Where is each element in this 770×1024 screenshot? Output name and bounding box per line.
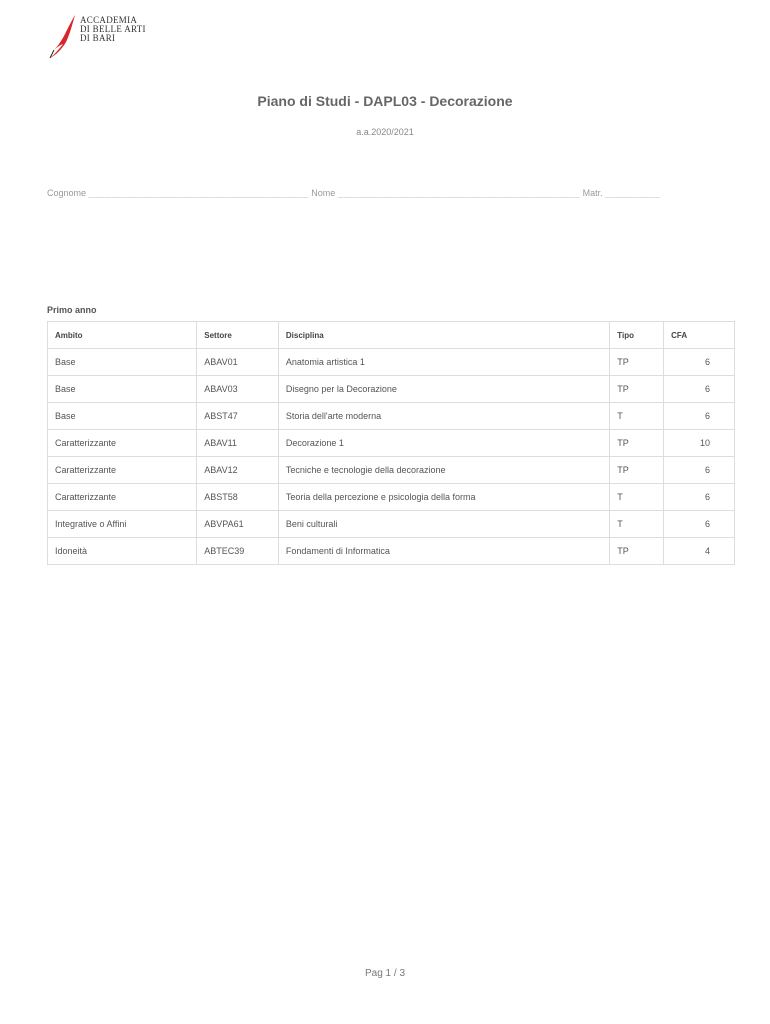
cell-settore: ABST47 <box>197 403 279 430</box>
header-settore: Settore <box>197 322 279 349</box>
academy-logo <box>48 14 148 60</box>
study-plan-table <box>47 321 735 565</box>
table-header-row <box>48 322 735 349</box>
cell-cfa: 10 <box>664 430 735 457</box>
surname-label: Cognome <box>47 188 87 198</box>
header-tipo: Tipo <box>610 322 664 349</box>
page-title: Piano di Studi - DAPL03 - Decorazione <box>257 93 513 109</box>
logo-line-1: ACCADEMIA <box>80 15 138 25</box>
logo-line-3: DI BARI <box>80 33 116 43</box>
cell-disciplina: Disegno per la Decorazione <box>278 376 609 403</box>
cell-tipo: TP <box>610 457 664 484</box>
header-cfa: CFA <box>664 322 735 349</box>
table-row <box>48 376 735 403</box>
cell-cfa: 6 <box>664 403 735 430</box>
cell-ambito: Caratterizzante <box>48 457 197 484</box>
table-row <box>48 511 735 538</box>
name-label: Nome <box>311 188 336 198</box>
cell-ambito: Idoneità <box>48 538 197 565</box>
cell-cfa: 6 <box>664 511 735 538</box>
cell-ambito: Base <box>48 376 197 403</box>
cell-tipo: TP <box>610 349 664 376</box>
table-row <box>48 484 735 511</box>
table-row <box>48 349 735 376</box>
surname-blank: ________________________________________ <box>88 188 309 198</box>
cell-cfa: 6 <box>664 349 735 376</box>
cell-disciplina: Decorazione 1 <box>278 430 609 457</box>
matr-label: Matr. <box>582 188 603 198</box>
cell-disciplina: Anatomia artistica 1 <box>278 349 609 376</box>
page-number: Pag 1 / 3 <box>364 968 406 979</box>
logo-text <box>80 16 146 43</box>
cell-disciplina: Teoria della percezione e psicologia della forma <box>278 484 609 511</box>
cell-disciplina: Fondamenti di Informatica <box>278 538 609 565</box>
cell-cfa: 6 <box>664 376 735 403</box>
cell-cfa: 6 <box>664 484 735 511</box>
cell-cfa: 6 <box>664 457 735 484</box>
cell-tipo: T <box>610 484 664 511</box>
logo-line-2: DI BELLE ARTI <box>80 24 146 34</box>
cell-settore: ABTEC39 <box>197 538 279 565</box>
cell-tipo: T <box>610 511 664 538</box>
table-row <box>48 403 735 430</box>
cell-tipo: TP <box>610 430 664 457</box>
cell-settore: ABVPA61 <box>197 511 279 538</box>
name-blank: ____________________________________________ <box>337 188 581 198</box>
table-row <box>48 538 735 565</box>
student-fields <box>47 188 737 198</box>
cell-tipo: TP <box>610 538 664 565</box>
cell-ambito: Integrative o Affini <box>48 511 197 538</box>
cell-settore: ABAV11 <box>197 430 279 457</box>
cell-settore: ABAV01 <box>197 349 279 376</box>
matr-blank: __________ <box>605 188 661 198</box>
section-title: Primo anno <box>47 305 97 315</box>
header-disciplina: Disciplina <box>278 322 609 349</box>
cell-settore: ABAV03 <box>197 376 279 403</box>
cell-settore: ABAV12 <box>197 457 279 484</box>
cell-tipo: T <box>610 403 664 430</box>
cell-tipo: TP <box>610 376 664 403</box>
logo-mark-icon <box>48 14 80 60</box>
cell-ambito: Caratterizzante <box>48 430 197 457</box>
academic-year: a.a.2020/2021 <box>356 127 414 137</box>
cell-ambito: Base <box>48 403 197 430</box>
cell-disciplina: Storia dell'arte moderna <box>278 403 609 430</box>
table-row <box>48 430 735 457</box>
header-ambito: Ambito <box>48 322 197 349</box>
cell-disciplina: Beni culturali <box>278 511 609 538</box>
cell-cfa: 4 <box>664 538 735 565</box>
cell-ambito: Base <box>48 349 197 376</box>
cell-settore: ABST58 <box>197 484 279 511</box>
cell-ambito: Caratterizzante <box>48 484 197 511</box>
cell-disciplina: Tecniche e tecnologie della decorazione <box>278 457 609 484</box>
table-row <box>48 457 735 484</box>
